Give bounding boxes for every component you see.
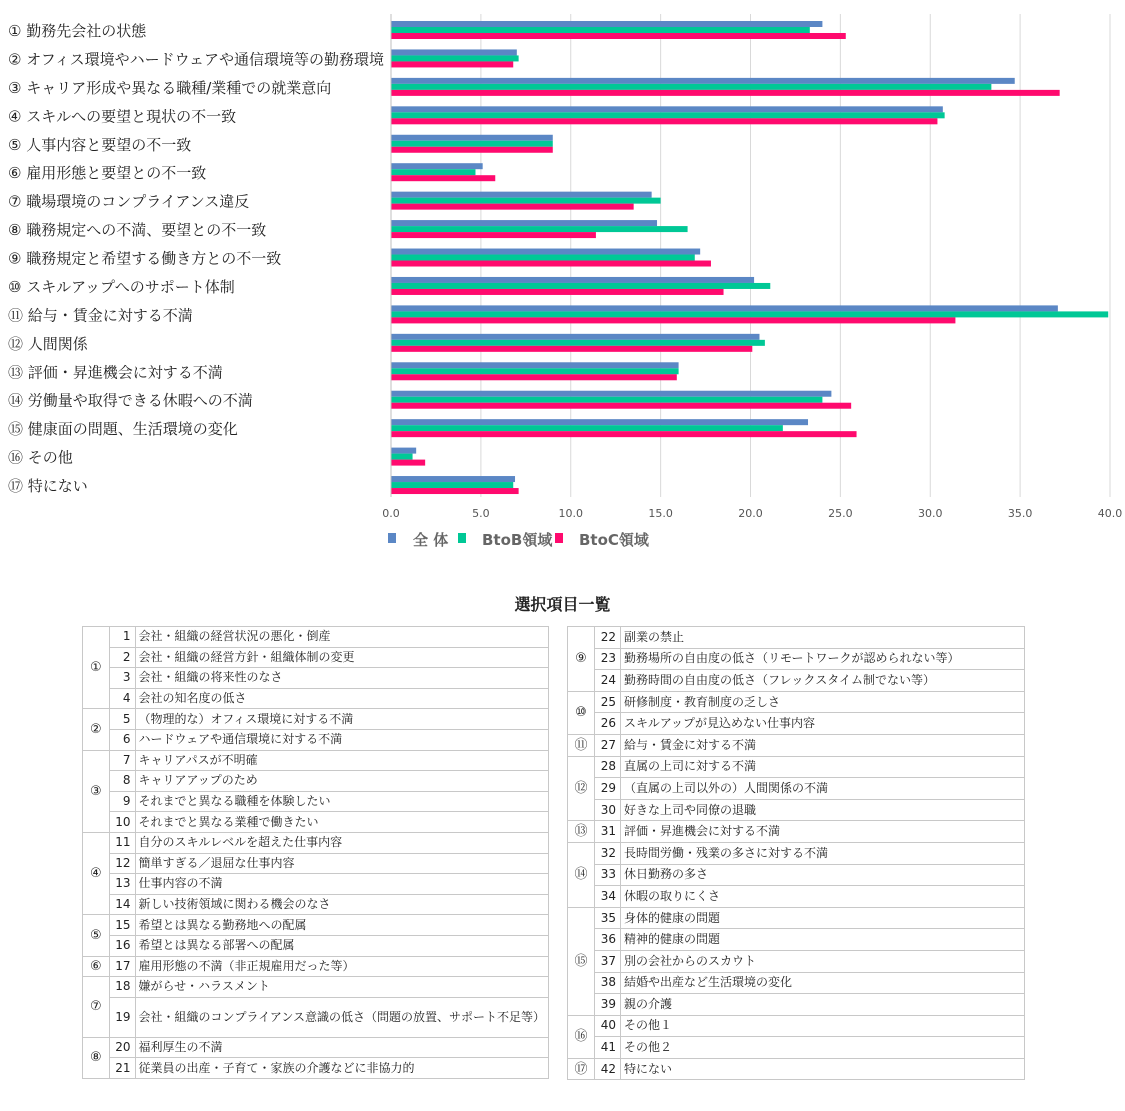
bar-total <box>391 419 808 425</box>
bar-total <box>391 192 652 198</box>
item-text: 福利厚生の不満 <box>135 1037 548 1058</box>
category-label: ⑯ その他 <box>8 448 73 467</box>
bar-btob <box>391 226 688 232</box>
bar-btoc <box>391 147 553 153</box>
category-label: ② オフィス環境やハードウェアや通信環境等の勤務環境 <box>8 50 384 69</box>
category-label: ⑧ 職務規定への不満、要望との不一致 <box>8 221 267 240</box>
bar-btob <box>391 169 475 175</box>
bar-btoc <box>391 90 1060 96</box>
item-number: 15 <box>109 915 135 936</box>
table-row <box>568 994 1025 1016</box>
group-number: ⑪ <box>568 734 595 756</box>
bar-btob <box>391 27 810 33</box>
legend-swatch <box>458 533 466 543</box>
item-number: 4 <box>109 688 135 709</box>
bar-btob <box>391 454 413 460</box>
item-text: 会社・組織のコンプライアンス意識の低さ（問題の放置、サポート不足等） <box>135 997 548 1037</box>
bar-btob <box>391 340 765 346</box>
table-row <box>83 1058 549 1079</box>
item-number: 14 <box>109 894 135 915</box>
item-text: 仕事内容の不満 <box>135 874 548 895</box>
bar-total <box>391 448 416 454</box>
group-number: ⑬ <box>568 821 595 843</box>
item-text: 親の介護 <box>621 994 1025 1016</box>
category-label: ⑩ スキルアップへのサポート体制 <box>8 277 235 296</box>
bar-btob <box>391 368 679 374</box>
x-tick-label: 0.0 <box>382 507 400 520</box>
bar-btob <box>391 283 770 289</box>
table-row <box>568 929 1025 951</box>
item-text: 従業員の出産・子育て・家族の介護などに非協力的 <box>135 1058 548 1079</box>
category-label: ⑭ 労働量や取得できる休暇への不満 <box>8 391 253 410</box>
item-number: 18 <box>109 977 135 998</box>
bar-btoc <box>391 460 425 466</box>
category-label: ⑮ 健康面の問題、生活環境の変化 <box>8 420 238 439</box>
item-number: 35 <box>595 907 621 929</box>
group-number: ⑤ <box>83 915 110 956</box>
item-number: 3 <box>109 668 135 689</box>
bar-total <box>391 135 553 141</box>
item-text: それまでと異なる職種を体験したい <box>135 791 548 812</box>
bar-total <box>391 106 943 112</box>
item-number: 12 <box>109 853 135 874</box>
bar-btoc <box>391 317 955 323</box>
category-label: ③ キャリア形成や異なる職種/業種での就業意向 <box>8 78 332 97</box>
item-number: 37 <box>595 950 621 972</box>
bar-btoc <box>391 403 851 409</box>
bar-btob <box>391 84 991 90</box>
x-tick-label: 30.0 <box>918 507 943 520</box>
bar-total <box>391 49 517 55</box>
item-number: 31 <box>595 821 621 843</box>
item-text: キャリアアップのため <box>135 771 548 792</box>
item-text: 簡単すぎる／退屈な仕事内容 <box>135 853 548 874</box>
table-row <box>83 935 549 956</box>
bar-btoc <box>391 346 752 352</box>
bar-btob <box>391 141 553 147</box>
item-text: 研修制度・教育制度の乏しさ <box>621 691 1025 713</box>
item-number: 32 <box>595 842 621 864</box>
table-row <box>568 972 1025 994</box>
item-text: 会社の知名度の低さ <box>135 688 548 709</box>
item-text: スキルアップが見込めない仕事内容 <box>621 713 1025 735</box>
item-number: 13 <box>109 874 135 895</box>
item-text: 長時間労働・残業の多さに対する不満 <box>621 842 1025 864</box>
item-number: 17 <box>109 956 135 977</box>
item-text: 副業の禁止 <box>621 627 1025 649</box>
item-text: それまでと異なる業種で働きたい <box>135 812 548 833</box>
group-number: ⑧ <box>83 1037 110 1078</box>
bar-btob <box>391 55 519 61</box>
bar-btoc <box>391 61 513 67</box>
group-number: ④ <box>83 832 110 914</box>
bar-btoc <box>391 431 857 437</box>
item-number: 41 <box>595 1037 621 1059</box>
group-number: ⑦ <box>83 977 110 1038</box>
group-number: ⑮ <box>568 907 595 1015</box>
bar-btob <box>391 255 695 261</box>
table-row <box>83 627 549 648</box>
item-text: その他２ <box>621 1037 1025 1059</box>
table-row <box>568 1015 1025 1037</box>
table-row <box>83 688 549 709</box>
item-text: 自分のスキルレベルを超えた仕事内容 <box>135 832 548 853</box>
table-row <box>568 756 1025 778</box>
item-text: 休暇の取りにくさ <box>621 886 1025 908</box>
x-tick-label: 15.0 <box>648 507 673 520</box>
group-number: ⑭ <box>568 842 595 907</box>
category-label: ⑬ 評価・昇進機会に対する不満 <box>8 363 223 382</box>
bar-total <box>391 163 483 169</box>
table-row <box>83 915 549 936</box>
group-number: ⑯ <box>568 1015 595 1058</box>
item-number: 27 <box>595 734 621 756</box>
table-row <box>83 853 549 874</box>
table-row <box>83 997 549 1037</box>
table-row <box>83 750 549 771</box>
bar-total <box>391 220 657 226</box>
table-row <box>83 771 549 792</box>
table-row <box>568 713 1025 735</box>
item-number: 1 <box>109 627 135 648</box>
item-text: （物理的な）オフィス環境に対する不満 <box>135 709 548 730</box>
items-table-right <box>567 626 1025 1080</box>
bar-total <box>391 249 700 255</box>
item-text: 会社・組織の将来性のなさ <box>135 668 548 689</box>
item-number: 33 <box>595 864 621 886</box>
item-number: 23 <box>595 648 621 670</box>
bar-btoc <box>391 204 634 210</box>
item-number: 19 <box>109 997 135 1037</box>
item-text: 新しい技術領域に関わる機会のなさ <box>135 894 548 915</box>
table-row <box>83 874 549 895</box>
table-row <box>568 627 1025 649</box>
table-row <box>568 691 1025 713</box>
x-tick-label: 10.0 <box>558 507 583 520</box>
item-number: 22 <box>595 627 621 649</box>
item-text: 別の会社からのスカウト <box>621 950 1025 972</box>
table-row <box>568 648 1025 670</box>
table-row <box>83 709 549 730</box>
table-row <box>83 668 549 689</box>
item-text: ハードウェアや通信環境に対する不満 <box>135 729 548 750</box>
table-row <box>568 907 1025 929</box>
item-text: 会社・組織の経営方針・組織体制の変更 <box>135 647 548 668</box>
bar-btoc <box>391 488 519 494</box>
item-text: 勤務場所の自由度の低さ（リモートワークが認められない等） <box>621 648 1025 670</box>
bar-total <box>391 334 759 340</box>
item-text: 勤務時間の自由度の低さ（フレックスタイム制でない等） <box>621 670 1025 692</box>
table-row <box>568 950 1025 972</box>
item-text: キャリアパスが不明確 <box>135 750 548 771</box>
item-text: 直属の上司に対する不満 <box>621 756 1025 778</box>
table-row <box>83 812 549 833</box>
group-number: ③ <box>83 750 110 832</box>
bar-btoc <box>391 261 711 267</box>
table-row <box>568 778 1025 800</box>
item-number: 29 <box>595 778 621 800</box>
group-number: ⑰ <box>568 1058 595 1080</box>
item-number: 28 <box>595 756 621 778</box>
item-text: 嫌がらせ・ハラスメント <box>135 977 548 998</box>
legend-label: BtoB領域 <box>482 531 553 549</box>
item-text: 結婚や出産など生活環境の変化 <box>621 972 1025 994</box>
table-row <box>568 734 1025 756</box>
table-row <box>568 842 1025 864</box>
bar-total <box>391 21 822 27</box>
category-label: ⑤ 人事内容と要望の不一致 <box>8 135 192 154</box>
bar-btoc <box>391 118 937 124</box>
table-row <box>568 799 1025 821</box>
bar-btob <box>391 397 822 403</box>
bar-btob <box>391 198 661 204</box>
bar-btoc <box>391 289 724 295</box>
items-table-left <box>82 626 549 1079</box>
table-row <box>568 670 1025 692</box>
category-label: ⑰ 特にない <box>8 477 88 496</box>
category-label: ④ スキルへの要望と現状の不一致 <box>8 107 237 126</box>
item-number: 8 <box>109 771 135 792</box>
group-number: ⑨ <box>568 627 595 692</box>
item-number: 11 <box>109 832 135 853</box>
item-number: 9 <box>109 791 135 812</box>
bar-btoc <box>391 175 495 181</box>
item-text: 評価・昇進機会に対する不満 <box>621 821 1025 843</box>
item-number: 38 <box>595 972 621 994</box>
x-tick-label: 20.0 <box>738 507 763 520</box>
item-number: 7 <box>109 750 135 771</box>
table-row <box>83 1037 549 1058</box>
item-number: 36 <box>595 929 621 951</box>
item-number: 34 <box>595 886 621 908</box>
item-number: 42 <box>595 1058 621 1080</box>
bar-btoc <box>391 33 846 39</box>
table-row <box>83 977 549 998</box>
bar-btob <box>391 482 513 488</box>
bar-total <box>391 476 515 482</box>
bar-total <box>391 391 831 397</box>
category-label: ⑪ 給与・賃金に対する不満 <box>8 306 193 325</box>
bar-btob <box>391 425 783 431</box>
bar-total <box>391 305 1058 311</box>
item-number: 40 <box>595 1015 621 1037</box>
item-number: 20 <box>109 1037 135 1058</box>
item-number: 5 <box>109 709 135 730</box>
item-text: 休日勤務の多さ <box>621 864 1025 886</box>
item-number: 39 <box>595 994 621 1016</box>
item-number: 25 <box>595 691 621 713</box>
item-text: 雇用形態の不満（非正規雇用だった等） <box>135 956 548 977</box>
table-title: 選択項目一覧 <box>514 595 611 614</box>
legend-swatch <box>388 533 396 543</box>
item-text: 身体的健康の問題 <box>621 907 1025 929</box>
item-text: 希望とは異なる勤務地への配属 <box>135 915 548 936</box>
table-row <box>83 832 549 853</box>
table-row <box>83 894 549 915</box>
table-row <box>568 864 1025 886</box>
table-row <box>568 821 1025 843</box>
category-label: ⑨ 職務規定と希望する働き方との不一致 <box>8 249 282 268</box>
table-row <box>83 791 549 812</box>
item-text: その他１ <box>621 1015 1025 1037</box>
group-number: ⑩ <box>568 691 595 734</box>
table-row <box>83 729 549 750</box>
category-label: ① 勤務先会社の状態 <box>8 22 147 40</box>
item-text: 希望とは異なる部署への配属 <box>135 935 548 956</box>
item-number: 10 <box>109 812 135 833</box>
item-number: 30 <box>595 799 621 821</box>
item-number: 2 <box>109 647 135 668</box>
group-number: ⑥ <box>83 956 110 977</box>
x-tick-label: 40.0 <box>1097 507 1123 520</box>
bar-total <box>391 78 1015 84</box>
item-text: 特にない <box>621 1058 1025 1080</box>
item-number: 6 <box>109 729 135 750</box>
group-number: ① <box>83 627 110 709</box>
bar-btoc <box>391 374 677 380</box>
legend-label: 全 体 <box>413 531 449 549</box>
x-tick-label: 25.0 <box>828 507 853 520</box>
table-row <box>568 1037 1025 1059</box>
x-tick-label: 35.0 <box>1007 507 1033 520</box>
bar-btoc <box>391 232 596 238</box>
bar-btob <box>391 311 1108 317</box>
legend-swatch <box>555 533 563 543</box>
bar-total <box>391 277 754 283</box>
category-label: ⑥ 雇用形態と要望との不一致 <box>8 164 207 183</box>
group-number: ⑫ <box>568 756 595 821</box>
group-number: ② <box>83 709 110 750</box>
bar-total <box>391 362 679 368</box>
legend-label: BtoC領域 <box>579 531 649 549</box>
table-row <box>568 1058 1025 1080</box>
item-text: （直属の上司以外の）人間関係の不満 <box>621 778 1025 800</box>
category-label: ⑦ 職場環境のコンプライアンス違反 <box>8 192 250 211</box>
item-text: 会社・組織の経営状況の悪化・倒産 <box>135 627 548 648</box>
item-text: 好きな上司や同僚の退職 <box>621 799 1025 821</box>
item-text: 給与・賃金に対する不満 <box>621 734 1025 756</box>
item-number: 24 <box>595 670 621 692</box>
item-number: 26 <box>595 713 621 735</box>
item-number: 21 <box>109 1058 135 1079</box>
x-tick-label: 5.0 <box>472 507 490 520</box>
item-text: 精神的健康の問題 <box>621 929 1025 951</box>
item-number: 16 <box>109 935 135 956</box>
category-label: ⑫ 人間関係 <box>8 334 88 353</box>
table-row <box>568 886 1025 908</box>
table-row <box>83 647 549 668</box>
table-row <box>83 956 549 977</box>
bar-btob <box>391 112 945 118</box>
